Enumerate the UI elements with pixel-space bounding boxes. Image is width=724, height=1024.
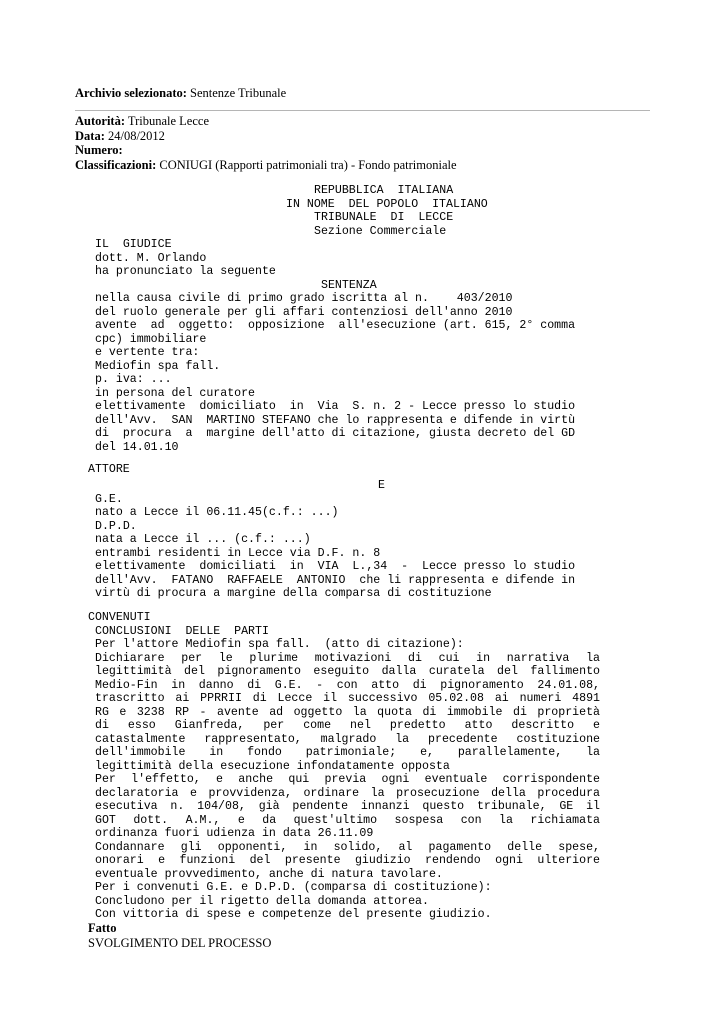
- conclusioni-heading: CONCLUSIONI DELLE PARTI: [95, 624, 269, 638]
- paragraph-line: di esso Gianfreda, per come nel predetto atto descritto e: [95, 719, 600, 732]
- convenuti-conclusioni-line: Concludono per il rigetto della domanda attorea.: [95, 894, 429, 908]
- classificazioni-line: [75, 158, 457, 173]
- convenuti-line: G.E.: [95, 492, 123, 506]
- data-label: Data:: [75, 128, 105, 143]
- paragraph-line: legittimità del pignoramento eseguito dalla curatela del fallimento: [95, 665, 600, 678]
- paragraph-line: GOT dott. A.M., e da quest'ultimo sospesa con la richiamata: [95, 813, 600, 827]
- paragraph-line: declaratoria e provvidenza, ordinare la prosecuzione della procedura: [95, 786, 600, 800]
- numero-label: Numero:: [75, 143, 123, 157]
- numero-line: [75, 143, 123, 158]
- header-divider: [75, 110, 650, 111]
- causa-line: del 14.01.10: [95, 440, 179, 454]
- paragraph-line: ordinanza fuori udienza in data 26.11.09: [95, 827, 374, 840]
- paragraph-line: Condannare gli opponenti, in solido, al pagamento delle spese,: [95, 840, 600, 854]
- causa-line: di procura a margine dell'atto di citazione, giusta decreto del GD: [95, 427, 576, 440]
- causa-line: in persona del curatore: [95, 386, 256, 400]
- condannare-paragraph: [95, 841, 600, 882]
- svolgimento-heading: SVOLGIMENTO DEL PROCESSO: [88, 935, 272, 950]
- convenuti-line: dell'Avv. FATANO RAFFAELE ANTONIO che li rappresenta e difende in: [95, 573, 576, 587]
- intestazione-line: TRIBUNALE DI LECCE: [314, 211, 454, 224]
- causa-line: avente ad oggetto: opposizione all'esecuzione (art. 615, 2° comma: [95, 319, 576, 332]
- paragraph-line: catastalmente rappresentato, malgrado la precedente costituzione: [95, 732, 600, 746]
- convenuti-line: nata a Lecce il ... (c.f.: ...): [95, 533, 311, 546]
- causa-line: elettivamente domiciliato in Via S. n. 2 - Lecce presso lo studio: [95, 400, 576, 413]
- autorita-line: [75, 114, 209, 129]
- conclusioni-line: Per l'attore Mediofin spa fall. (atto di citazione):: [95, 638, 464, 651]
- convenuti-conclusioni-line: Con vittoria di spese e competenze del presente giudizio.: [95, 908, 492, 921]
- causa-line: e vertente tra:: [95, 346, 200, 359]
- classificazioni-value: CONIUGI (Rapporti patrimoniali tra) - Fondo patrimoniale: [156, 157, 457, 172]
- paragraph-line: Per l'effetto, e anche qui previa ogni eventuale corrispondente: [95, 773, 600, 786]
- intestazione-line: IN NOME DEL POPOLO ITALIANO: [286, 197, 488, 211]
- attore-label: ATTORE: [88, 463, 130, 476]
- convenuti-line: virtù di procura a margine della comparsa di costituzione: [95, 587, 492, 600]
- paragraph-line: legittimità della esecuzione infondatamente opposta: [95, 759, 450, 773]
- sentenza-title: SENTENZA: [321, 278, 377, 292]
- effetto-paragraph: [95, 773, 600, 841]
- data-line: [75, 129, 165, 144]
- causa-line: p. iva: ...: [95, 373, 172, 386]
- convenuti-conclusioni-line: Per i convenuti G.E. e D.P.D. (comparsa di costituzione):: [95, 881, 492, 894]
- dichiarare-paragraph: [95, 652, 600, 774]
- archivio-label: Archivio selezionato:: [75, 86, 187, 100]
- paragraph-line: Dichiarare per le plurime motivazioni di cui in narrativa la: [95, 651, 600, 665]
- archivio-line: [75, 86, 286, 101]
- classificazioni-label: Classificazioni:: [75, 157, 157, 172]
- paragraph-line: dell'immobile in fondo patrimoniale; e, parallelamente, la: [95, 746, 600, 759]
- causa-line: cpc) immobiliare: [95, 332, 207, 346]
- e-label: E: [378, 479, 385, 492]
- causa-line: Mediofin spa fall.: [95, 359, 221, 373]
- autorita-value: Tribunale Lecce: [125, 114, 210, 128]
- paragraph-line: esecutiva n. 104/08, già pendente innanzi questo tribunale, GE il: [95, 800, 600, 813]
- giudice-line: dott. M. Orlando: [95, 251, 207, 265]
- fatto-heading: Fatto: [88, 921, 117, 935]
- convenuti-label: CONVENUTI: [88, 611, 151, 624]
- intestazione-line: REPUBBLICA ITALIANA: [314, 184, 454, 197]
- convenuti-line: entrambi residenti in Lecce via D.F. n. 8: [95, 546, 381, 560]
- paragraph-line: Medio-Fin in danno di G.E. - con atto di pignoramento 24.01.08,: [95, 678, 600, 692]
- paragraph-line: eventuale provvedimento, anche di natura tavolare.: [95, 867, 443, 881]
- convenuti-line: nato a Lecce il 06.11.45(c.f.: ...): [95, 506, 339, 519]
- convenuti-line: elettivamente domiciliati in VIA L.,34 - Lecce presso lo studio: [95, 560, 576, 573]
- paragraph-line: onorari e funzioni del presente giudizio rendendo ogni ulteriore: [95, 854, 600, 867]
- paragraph-line: trascritto ai PPRRII di Lecce il successivo 05.02.08 ai numeri 4891: [95, 692, 600, 705]
- convenuti-line: D.P.D.: [95, 519, 137, 533]
- causa-line: dell'Avv. SAN MARTINO STEFANO che lo rappresenta e difende in virtù: [95, 413, 576, 427]
- causa-line: del ruolo generale per gli affari contenziosi dell'anno 2010: [95, 305, 513, 319]
- giudice-line: ha pronunciato la seguente: [95, 265, 276, 278]
- causa-line: nella causa civile di primo grado iscritta al n. 403/2010: [95, 292, 513, 305]
- intestazione-line: Sezione Commerciale: [314, 224, 447, 238]
- autorita-label: Autorità:: [75, 114, 125, 128]
- giudice-line: IL GIUDICE: [95, 238, 172, 251]
- data-value: 24/08/2012: [104, 128, 165, 143]
- archivio-value: Sentenze Tribunale: [186, 86, 287, 100]
- paragraph-line: RG e 3238 RP - avente ad oggetto la quota di immobile di proprietà: [95, 705, 600, 719]
